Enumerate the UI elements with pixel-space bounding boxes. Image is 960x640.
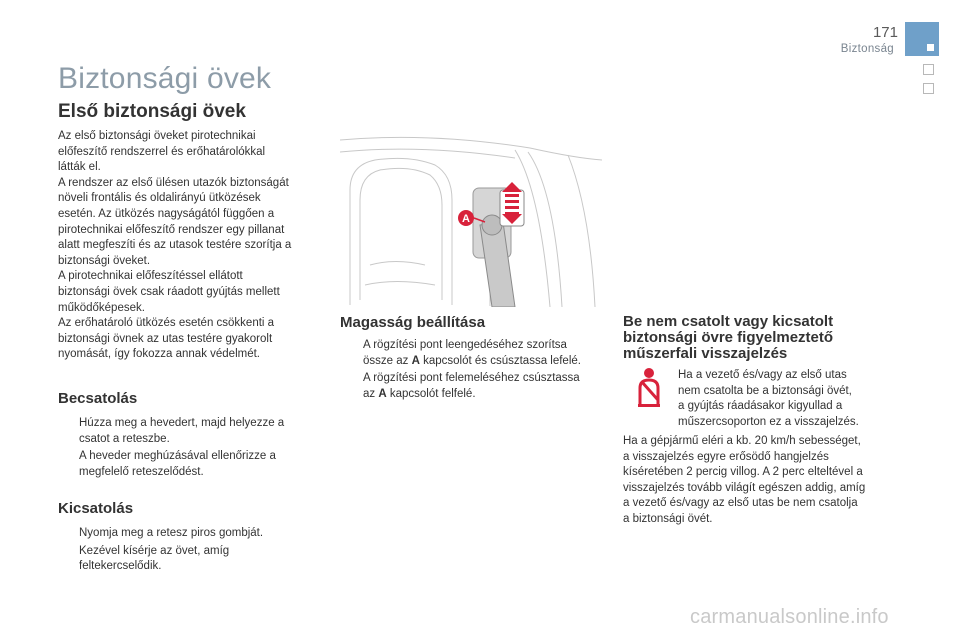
list-item-line: A heveder meghúzásával ellenőrizze a: [79, 450, 276, 463]
text-line: nem csatolta be a biztonsági övét,: [678, 384, 852, 397]
text-line: A pirotechnikai előfeszítéssel ellátott: [58, 270, 243, 283]
seatbelt-height-illustration: [340, 130, 602, 307]
text-line: műszercsoporton ez a visszajelzés.: [678, 415, 859, 428]
text-line: a biztonsági övét.: [623, 512, 713, 525]
list-item: [342, 338, 604, 369]
text-line: előfeszítő rendszerrel és erőhatárolókkal: [58, 145, 266, 158]
list-item-line: kapcsolót és csúsztassa lefelé.: [419, 354, 581, 367]
list-item-line: feltekercselődik.: [79, 560, 162, 573]
list-item-line: csatot a reteszbe.: [79, 432, 170, 445]
text-line: kíséretében 2 percig villog. A 2 perc elteltével a: [623, 466, 863, 479]
text-line: növeli frontális és oldalirányú ütközések: [58, 192, 261, 205]
text-line: biztonsági övnek az utas testére gyakorolt: [58, 332, 273, 345]
unfastening-heading: Kicsatolás: [58, 500, 134, 517]
list-item-line: kapcsolót felfelé.: [386, 387, 476, 400]
unfastening-list: [58, 526, 318, 577]
list-item-line: Nyomja meg a retesz piros gombját.: [79, 527, 264, 539]
text-line: a gyújtás ráadásakor kigyullad a: [678, 400, 843, 413]
list-item: [342, 371, 604, 402]
list-item-line: A rögzítési pont felemeléséhez csúsztassa: [363, 372, 580, 385]
list-item-line: az: [363, 387, 379, 400]
text-line: a vezető és/vagy az első utas be nem csatolja: [623, 497, 858, 510]
text-line: alatt megfeszíti és az utasok testére szorítja a: [58, 239, 292, 252]
section-marker-empty-2: [923, 83, 934, 94]
section-tab-marker: [905, 22, 939, 56]
list-item-line: Kezével kísérje az övet, amíg: [79, 544, 230, 557]
text-line: pirotechnikai előfeszítő rendszer egy pillanat: [58, 223, 285, 236]
page-number: 171: [872, 24, 898, 41]
text-line: esetén. Az ütközés nagyságától függően a: [58, 207, 275, 220]
front-belts-text: [58, 129, 313, 363]
section-tab-dot: [927, 44, 934, 51]
text-line: Az első biztonsági öveket pirotechnikai: [58, 130, 256, 142]
fastening-list: [58, 416, 318, 482]
text-line: visszajelzés tovább világít egészen addig, amíg: [623, 481, 866, 494]
warning-heading: [623, 314, 833, 362]
switch-label: A: [411, 354, 420, 367]
watermark: carmanualsonline.info: [690, 606, 889, 628]
text-line: Ha a gépjármű eléri a kb. 20 km/h sebességet,: [623, 435, 861, 447]
list-item: [58, 526, 318, 542]
text-line: a visszajelzés egyre erősödő hangjelzés: [623, 450, 829, 463]
text-line: nyomását, így fokozza annak védelmét.: [58, 348, 260, 361]
section-marker-empty-1: [923, 64, 934, 75]
list-item-line: A rögzítési pont leengedéséhez szorítsa: [363, 339, 567, 351]
seatbelt-warning-icon: [632, 366, 666, 408]
text-line: Az erőhatároló ütközés esetén csökkenti a: [58, 317, 275, 330]
list-item-line: megfelelő reteszelődést.: [79, 465, 204, 478]
label-a-text: A: [462, 213, 470, 225]
heading-line: Be nem csatolt vagy kicsatolt: [623, 313, 834, 330]
text-line: biztonsági övek csak ráadott gyújtás mellett: [58, 285, 280, 298]
text-line: látták el.: [58, 161, 101, 174]
warning-icon-text: [678, 368, 908, 430]
page-title: Biztonsági övek: [58, 62, 272, 95]
list-item: [58, 544, 318, 575]
text-line: biztonsági öveket.: [58, 254, 151, 267]
front-belts-heading: Első biztonsági övek: [58, 101, 246, 122]
list-item-line: össze az: [363, 354, 412, 367]
list-item: [58, 416, 318, 447]
list-item-line: Húzza meg a hevedert, majd helyezze a: [79, 417, 285, 429]
fastening-heading: Becsatolás: [58, 390, 138, 407]
height-adjust-heading: Magasság beállítása: [340, 314, 486, 331]
text-line: A rendszer az első ülésen utazók biztonságát: [58, 176, 289, 189]
text-line: működőképesek.: [58, 301, 145, 314]
height-adjust-list: [342, 338, 604, 404]
section-name: Biztonság: [840, 43, 894, 55]
heading-line: műszerfali visszajelzés: [623, 345, 788, 362]
text-line: Ha a vezető és/vagy az első utas: [678, 369, 847, 381]
heading-line: biztonsági övre figyelmeztető: [623, 329, 834, 346]
warning-paragraph: [623, 434, 898, 528]
switch-label: A: [378, 387, 387, 400]
list-item: [58, 449, 318, 480]
